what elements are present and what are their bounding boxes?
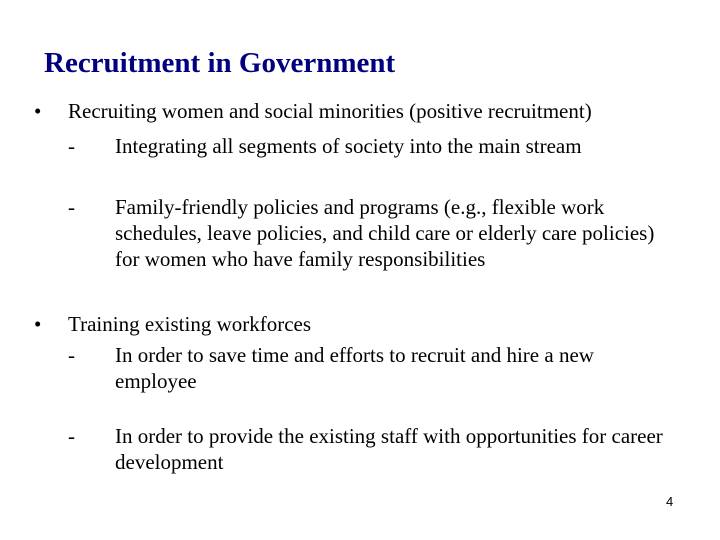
slide-title: Recruitment in Government xyxy=(44,47,396,79)
sub-item xyxy=(68,342,680,394)
sub-item-text: Integrating all segments of society into the main stream xyxy=(115,134,582,158)
page-number: 4 xyxy=(666,494,674,509)
sub-item xyxy=(68,133,688,159)
dash-marker: - xyxy=(68,195,75,219)
sub-item-text: In order to provide the existing staff with opportunities for career development xyxy=(115,424,663,474)
sub-item-text: Family-friendly policies and programs (e.g., flexible work schedules, leave policies, and child care or elderly care policies) for women who have family responsibilities xyxy=(115,195,655,271)
bullet-marker: • xyxy=(34,312,42,336)
sub-item xyxy=(68,194,680,272)
dash-marker: - xyxy=(68,424,75,448)
bullet-text: Recruiting women and social minorities (positive recruitment) xyxy=(68,99,592,123)
dash-marker: - xyxy=(68,134,75,158)
sub-item xyxy=(68,423,680,475)
bullet-item xyxy=(34,98,592,124)
bullet-marker: • xyxy=(34,99,42,123)
bullet-text: Training existing workforces xyxy=(68,312,312,336)
bullet-item xyxy=(34,311,311,337)
sub-item-text: In order to save time and efforts to recruit and hire a new employee xyxy=(115,343,594,393)
dash-marker: - xyxy=(68,343,75,367)
